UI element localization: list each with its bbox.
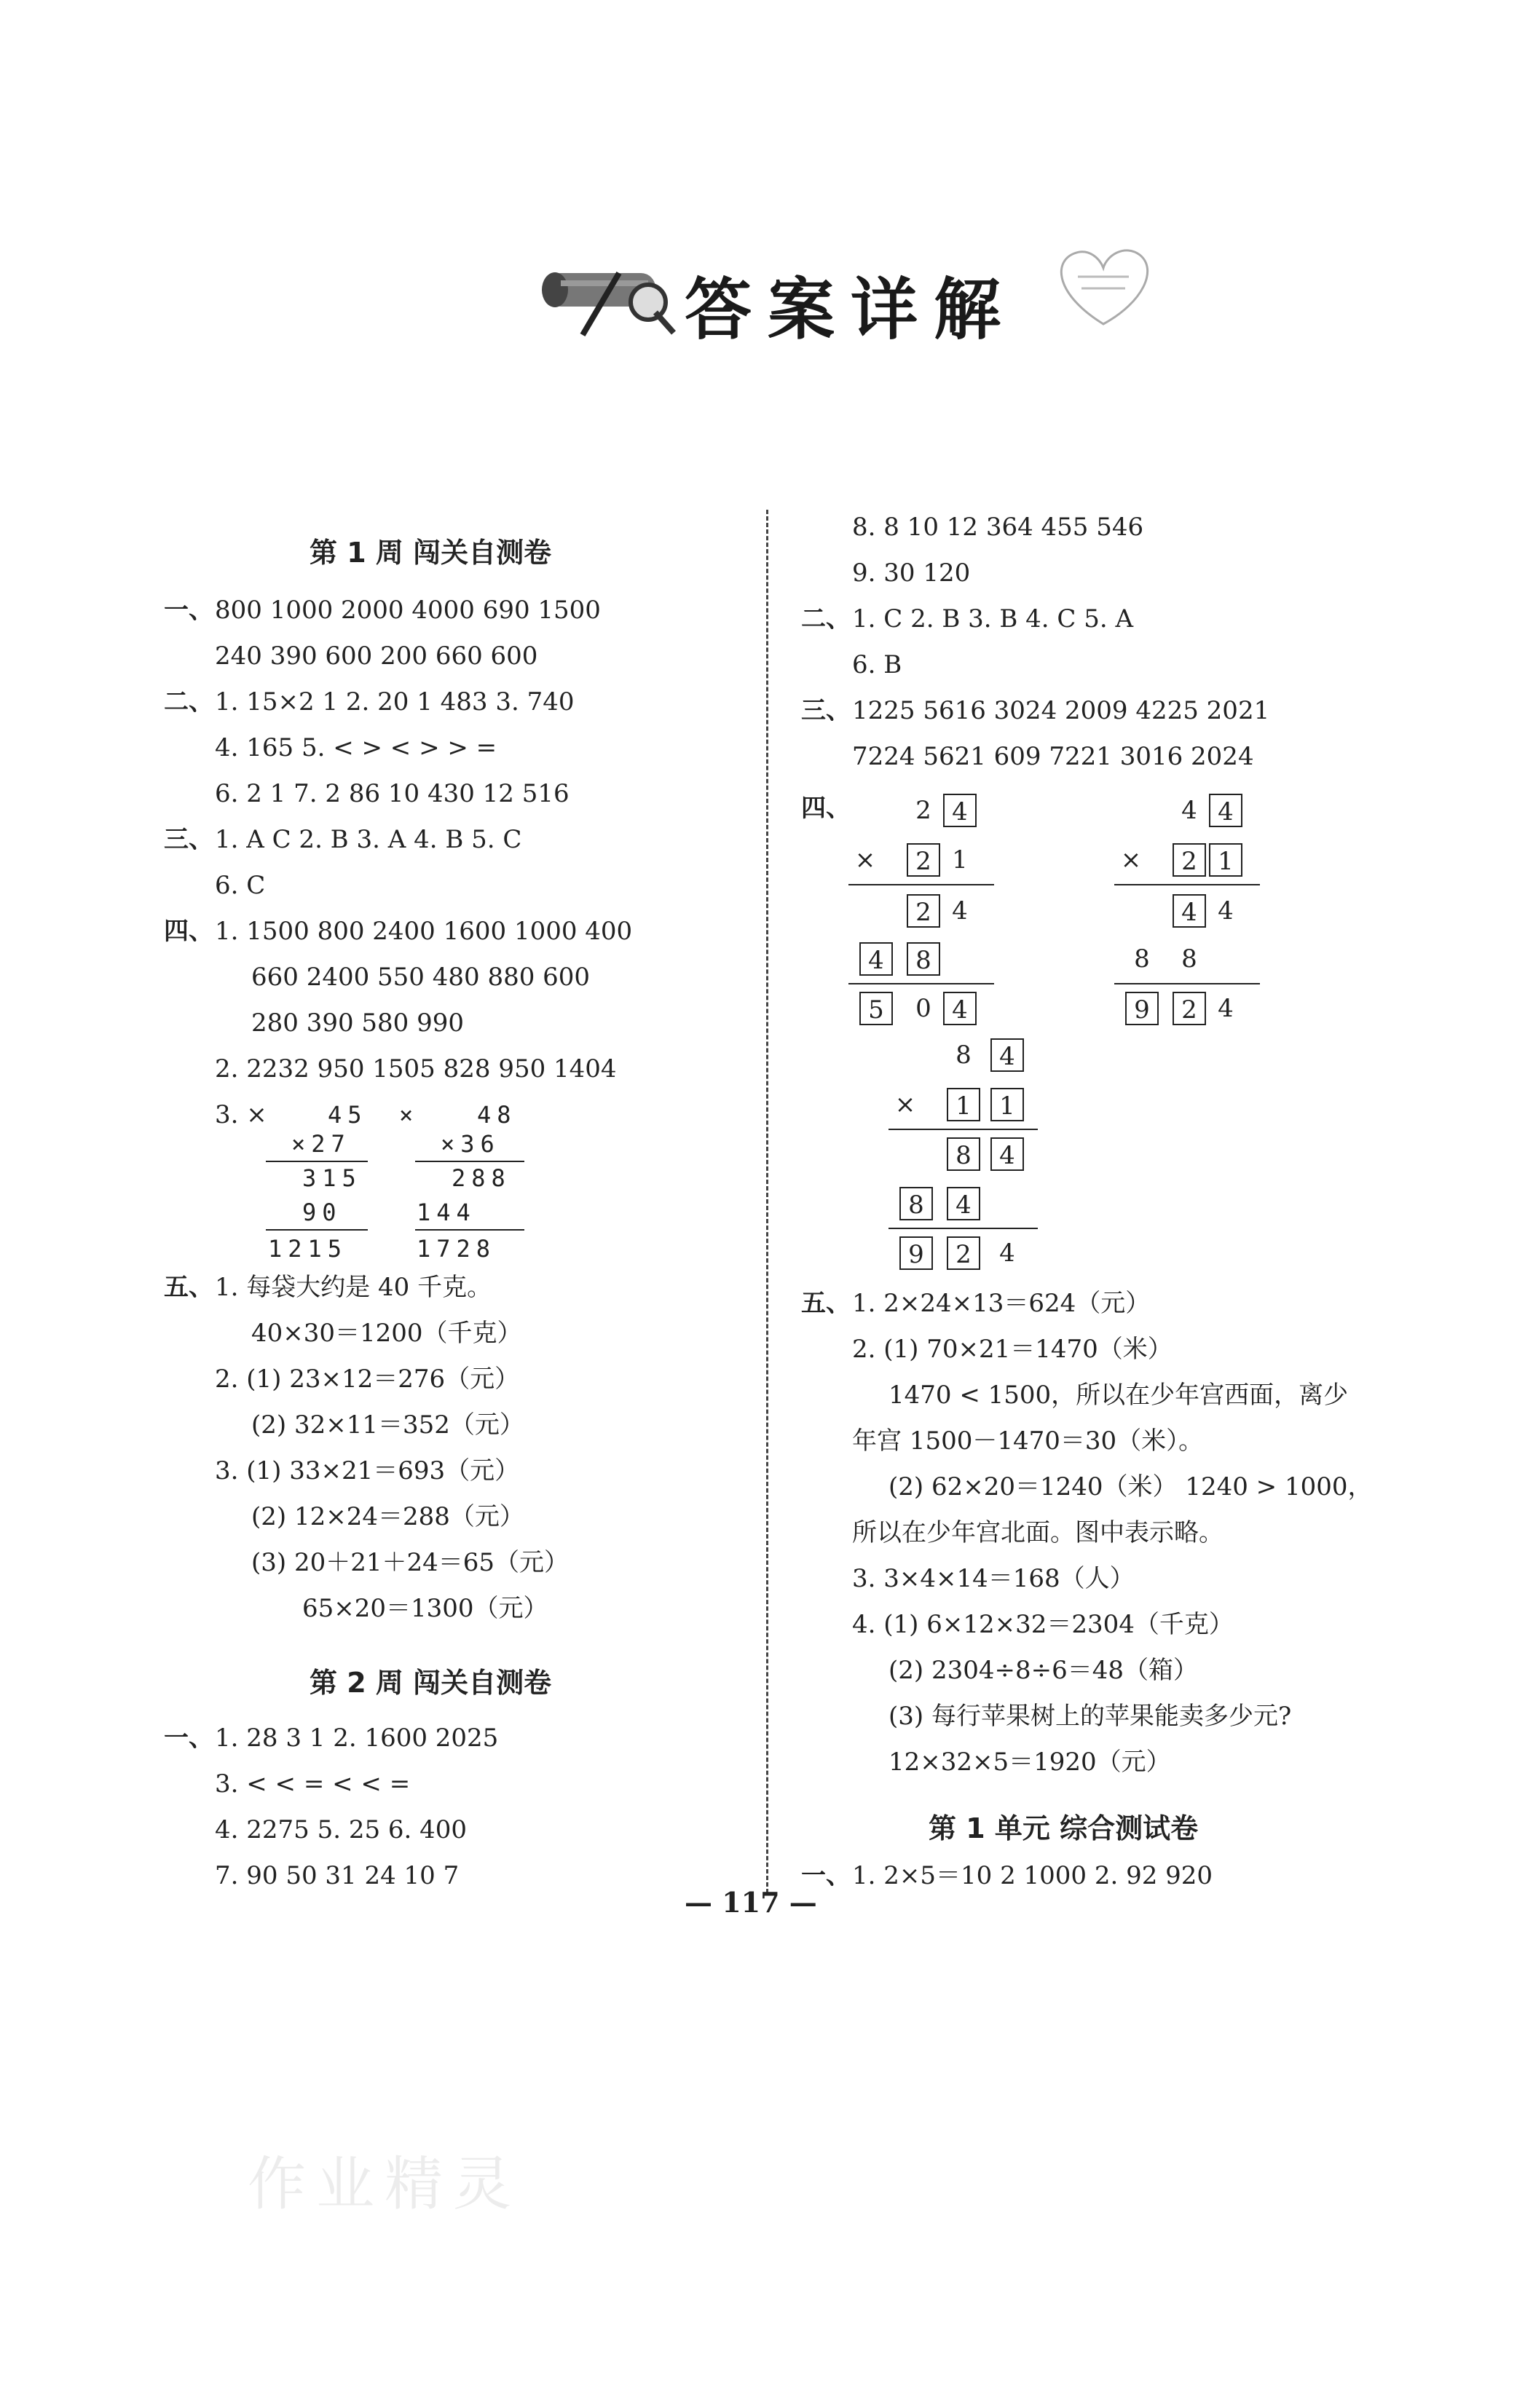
digit: 4 bbox=[1181, 796, 1197, 825]
answer-line: 3. × bbox=[215, 1100, 267, 1129]
digit-box: 4 bbox=[1209, 794, 1242, 827]
answer-line: (2) 12×24＝288（元） bbox=[251, 1502, 524, 1531]
answer-line: 6. C bbox=[215, 871, 266, 900]
column-divider bbox=[766, 510, 768, 1893]
digit-box: 2 bbox=[1173, 992, 1206, 1025]
digit: 2 bbox=[915, 796, 931, 825]
digit-box: 1 bbox=[1209, 843, 1242, 877]
vm-operand: 48 bbox=[477, 1101, 517, 1129]
calc-line bbox=[888, 1129, 1038, 1130]
times-sign: × bbox=[894, 1090, 916, 1119]
page-title: 答案详解 bbox=[685, 271, 1017, 349]
section-label: 一、 bbox=[164, 596, 213, 625]
vm-operand: ×27 bbox=[291, 1130, 351, 1158]
answer-line: (2) 2304÷8÷6＝48（箱） bbox=[888, 1656, 1198, 1685]
answer-line: 1. 15×2 1 2. 20 1 483 3. 740 bbox=[215, 687, 575, 717]
answer-line: 3. (1) 33×21＝693（元） bbox=[215, 1456, 520, 1485]
digit-box: 2 bbox=[907, 894, 940, 928]
answer-line: 1225 5616 3024 2009 4225 2021 bbox=[852, 696, 1270, 725]
digit-box: 1 bbox=[947, 1088, 980, 1121]
calc-line bbox=[1114, 983, 1260, 984]
week1-heading: 第 1 周 闯关自测卷 bbox=[310, 537, 552, 569]
section-label: 四、 bbox=[801, 794, 851, 823]
calc-line bbox=[848, 884, 994, 885]
digit-box: 2 bbox=[947, 1236, 980, 1270]
digit: 8 bbox=[1181, 944, 1197, 974]
digit-box: 2 bbox=[1173, 843, 1206, 877]
answer-line: 660 2400 550 480 880 600 bbox=[251, 963, 591, 992]
answer-line: 280 390 580 990 bbox=[251, 1008, 465, 1038]
vm-sign: × bbox=[399, 1101, 419, 1129]
times-sign: × bbox=[1120, 845, 1142, 875]
answer-line: 4. 2275 5. 25 6. 400 bbox=[215, 1815, 468, 1844]
answer-line: 4. 165 5. < > < > > = bbox=[215, 733, 497, 762]
digit-box: 2 bbox=[907, 843, 940, 877]
digit-box: 4 bbox=[990, 1038, 1024, 1072]
digit-box: 9 bbox=[1125, 992, 1159, 1025]
digit: 4 bbox=[999, 1239, 1015, 1268]
answer-line: 1. 每袋大约是 40 千克。 bbox=[215, 1273, 492, 1302]
answer-line: 1. 28 3 1 2. 1600 2025 bbox=[215, 1724, 499, 1753]
digit-box: 8 bbox=[899, 1187, 933, 1220]
section-label: 一、 bbox=[164, 1724, 213, 1753]
vm-partial: 90 bbox=[302, 1199, 342, 1226]
digit: 4 bbox=[1218, 994, 1234, 1023]
answer-line: 6. 2 1 7. 2 86 10 430 12 516 bbox=[215, 779, 570, 808]
digit: 0 bbox=[915, 994, 931, 1023]
section-label: 三、 bbox=[164, 825, 213, 854]
answer-line: (2) 62×20＝1240（米） 1240 > 1000， bbox=[888, 1472, 1373, 1501]
answer-line: 年宫 1500－1470＝30（米）。 bbox=[852, 1426, 1204, 1456]
vm-operand: 45 bbox=[328, 1101, 368, 1129]
digit-box: 4 bbox=[943, 992, 977, 1025]
section-label: 五、 bbox=[801, 1289, 851, 1318]
section-label: 一、 bbox=[801, 1861, 851, 1890]
vm-partial: 288 bbox=[452, 1164, 511, 1192]
answer-line: 1470 < 1500，所以在少年宫西面，离少 bbox=[888, 1381, 1349, 1410]
answer-line: 3. 3×4×14＝168（人） bbox=[852, 1564, 1135, 1593]
page-number: — 117 — bbox=[685, 1886, 817, 1919]
vm-line bbox=[266, 1229, 368, 1231]
digit-box: 5 bbox=[859, 992, 893, 1025]
answer-line: 2. 2232 950 1505 828 950 1404 bbox=[215, 1054, 617, 1083]
answer-line: 6. B bbox=[852, 650, 902, 679]
answer-line: 9. 30 120 bbox=[852, 558, 971, 588]
vm-result: 1728 bbox=[417, 1235, 497, 1263]
digit-box: 4 bbox=[947, 1187, 980, 1220]
answer-line: 3. < < = < < = bbox=[215, 1769, 411, 1799]
section-label: 四、 bbox=[164, 917, 213, 946]
answer-line: 40×30＝1200（千克） bbox=[251, 1319, 522, 1348]
section-label: 二、 bbox=[164, 687, 213, 717]
digit: 8 bbox=[1134, 944, 1150, 974]
answer-line: (3) 每行苹果树上的苹果能卖多少元? bbox=[888, 1702, 1292, 1731]
vm-line bbox=[415, 1229, 524, 1231]
digit-box: 1 bbox=[990, 1088, 1024, 1121]
calc-line bbox=[1114, 884, 1260, 885]
times-sign: × bbox=[854, 845, 876, 875]
section-label: 三、 bbox=[801, 696, 851, 725]
answer-line: 12×32×5＝1920（元） bbox=[888, 1748, 1171, 1777]
answer-line: 800 1000 2000 4000 690 1500 bbox=[215, 596, 601, 625]
heart-stamp-icon bbox=[1049, 240, 1158, 331]
vm-operand: ×36 bbox=[441, 1130, 500, 1158]
scroll-magnifier-icon bbox=[539, 251, 685, 342]
digit-box: 4 bbox=[943, 794, 977, 827]
digit: 4 bbox=[952, 896, 968, 925]
answer-line: 1. 2×5＝10 2 1000 2. 92 920 bbox=[852, 1861, 1213, 1890]
answer-line: 4. (1) 6×12×32＝2304（千克） bbox=[852, 1610, 1234, 1639]
unit1-heading: 第 1 单元 综合测试卷 bbox=[929, 1812, 1199, 1844]
answer-line: 7. 90 50 31 24 10 7 bbox=[215, 1861, 460, 1890]
calc-line bbox=[888, 1228, 1038, 1229]
answer-line: 65×20＝1300（元） bbox=[302, 1594, 548, 1623]
digit-box: 4 bbox=[1173, 894, 1206, 928]
watermark: 作业精灵 bbox=[248, 2150, 521, 2218]
answer-line: 1. 1500 800 2400 1600 1000 400 bbox=[215, 917, 633, 946]
answer-line: 1. C 2. B 3. B 4. C 5. A bbox=[852, 604, 1134, 633]
vm-result: 1215 bbox=[268, 1235, 348, 1263]
vm-partial: 144 bbox=[417, 1199, 476, 1226]
digit-box: 8 bbox=[947, 1137, 980, 1171]
digit-box: 4 bbox=[990, 1137, 1024, 1171]
answer-line: (2) 32×11＝352（元） bbox=[251, 1410, 524, 1440]
answer-line: (3) 20＋21＋24＝65（元） bbox=[251, 1548, 570, 1577]
digit-box: 4 bbox=[859, 942, 893, 976]
week2-heading: 第 2 周 闯关自测卷 bbox=[310, 1667, 552, 1699]
vm-line bbox=[266, 1161, 368, 1162]
digit: 1 bbox=[952, 845, 968, 875]
answer-line: 2. (1) 70×21＝1470（米） bbox=[852, 1335, 1173, 1364]
digit-box: 9 bbox=[899, 1236, 933, 1270]
answer-line: 1. A C 2. B 3. A 4. B 5. C bbox=[215, 825, 522, 854]
calc-line bbox=[848, 983, 994, 984]
answer-line: 2. (1) 23×12＝276（元） bbox=[215, 1365, 520, 1394]
vm-partial: 315 bbox=[302, 1164, 362, 1192]
answer-line: 7224 5621 609 7221 3016 2024 bbox=[852, 742, 1254, 771]
vm-line bbox=[415, 1161, 524, 1162]
digit: 8 bbox=[955, 1041, 972, 1070]
digit: 4 bbox=[1218, 896, 1234, 925]
answer-line: 1. 2×24×13＝624（元） bbox=[852, 1289, 1151, 1318]
section-label: 五、 bbox=[164, 1273, 213, 1302]
answer-line: 240 390 600 200 660 600 bbox=[215, 642, 538, 671]
answer-line: 8. 8 10 12 364 455 546 bbox=[852, 513, 1144, 542]
answer-line: 所以在少年宫北面。图中表示略。 bbox=[852, 1518, 1224, 1547]
section-label: 二、 bbox=[801, 604, 851, 633]
digit-box: 8 bbox=[907, 942, 940, 976]
